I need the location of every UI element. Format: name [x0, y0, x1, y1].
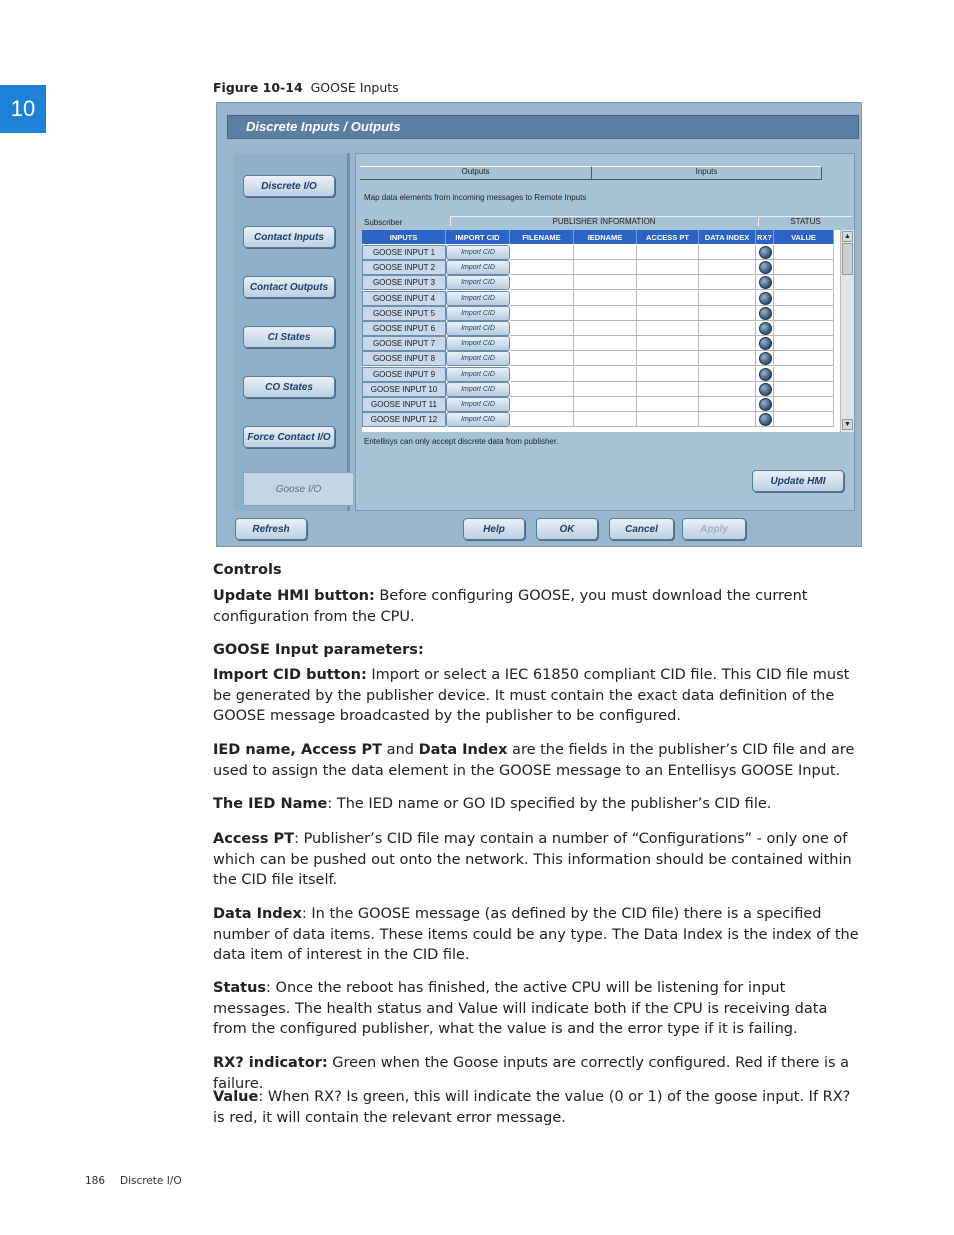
grid-cell[interactable] [510, 291, 574, 306]
goose-input-label: GOOSE INPUT 2 [362, 260, 446, 275]
contact-inputs-button[interactable]: Contact Inputs [243, 226, 335, 248]
goose-input-label: GOOSE INPUT 5 [362, 306, 446, 321]
goose-input-label: GOOSE INPUT 8 [362, 351, 446, 366]
col-rx: RX? [756, 230, 774, 244]
rx-indicator-icon [759, 368, 772, 381]
refresh-button[interactable]: Refresh [235, 518, 307, 540]
figure-number: Figure 10-14 [213, 80, 303, 95]
figure-caption [213, 80, 399, 95]
value-paragraph [213, 1087, 863, 1128]
ied-term-2: Data Index [418, 742, 508, 758]
import-cid-button[interactable]: Import CID [446, 412, 510, 427]
table-row [362, 397, 834, 412]
ied-desc: are the fields in the publisher’s CID file and are used to assign the data element in the GOOSE message to an Entellisys GOOSE Input. [213, 742, 855, 779]
inputs-panel [355, 153, 855, 511]
access-pt-term: Access PT [213, 831, 295, 847]
grid-cell[interactable] [637, 306, 699, 321]
grid-cell[interactable] [510, 321, 574, 336]
grid-cell[interactable] [774, 275, 834, 290]
import-cid-button[interactable]: Import CID [446, 351, 510, 366]
goose-inputs-screenshot [216, 102, 862, 547]
status-desc: : Once the reboot has finished, the active CPU will be listening for input messages. The health status and Value will indicate both if the CPU is receiving data from the configured publisher, what the value is and the error type if it is failing. [213, 980, 828, 1037]
import-cid-button[interactable]: Import CID [446, 245, 510, 260]
grid-cell[interactable] [699, 336, 756, 351]
grid-cell[interactable] [699, 275, 756, 290]
grid-cell[interactable] [699, 397, 756, 412]
grid-cell[interactable] [699, 367, 756, 382]
rx-term: RX? indicator: [213, 1055, 328, 1071]
grid-cell[interactable] [574, 412, 637, 427]
table-row [362, 382, 834, 397]
import-cid-paragraph [213, 665, 863, 727]
contact-outputs-button[interactable]: Contact Outputs [243, 276, 335, 298]
co-states-button[interactable]: CO States [243, 376, 335, 398]
ied-and: and [382, 742, 419, 758]
grid-cell[interactable] [699, 382, 756, 397]
grid-cell[interactable] [637, 351, 699, 366]
grid-cell[interactable] [574, 321, 637, 336]
table-row [362, 275, 834, 290]
grid-cell[interactable] [774, 397, 834, 412]
import-cid-desc: Import or select a IEC 61850 compliant CID file. This CID file must be generated by the publisher device. It must contain the exact data definition of the GOOSE message broadcasted by the publisher to be configured. [213, 667, 850, 724]
grid-cell[interactable] [574, 382, 637, 397]
update-hmi-paragraph [213, 586, 863, 627]
status-paragraph [213, 978, 863, 1040]
status-term: Status [213, 980, 267, 996]
grid-cell[interactable] [510, 382, 574, 397]
grid-cell[interactable] [699, 351, 756, 366]
rx-indicator-icon [759, 246, 772, 259]
table-row [362, 321, 834, 336]
grid-cell[interactable] [699, 306, 756, 321]
rx-cell [756, 351, 774, 366]
grid-cell[interactable] [574, 367, 637, 382]
table-row [362, 351, 834, 366]
goose-input-label: GOOSE INPUT 12 [362, 412, 446, 427]
status-label: STATUS [758, 216, 852, 226]
ok-button[interactable]: OK [536, 518, 598, 540]
goose-input-grid [362, 230, 851, 432]
col-iedname: IEDNAME [574, 230, 637, 244]
grid-cell[interactable] [637, 412, 699, 427]
access-pt-paragraph [213, 829, 863, 891]
rx-indicator-icon [759, 292, 772, 305]
rx-indicator-icon [759, 383, 772, 396]
tab-outputs[interactable]: Outputs [360, 166, 592, 180]
rx-cell [756, 245, 774, 260]
rx-indicator-icon [759, 322, 772, 335]
apply-button[interactable]: Apply [682, 518, 746, 540]
grid-cell[interactable] [510, 336, 574, 351]
hint-text: Map data elements from incoming messages to Remote Inputs [364, 193, 587, 202]
tab-strip [360, 166, 822, 180]
rx-indicator-icon [759, 261, 772, 274]
rx-indicator-icon [759, 307, 772, 320]
goose-input-label: GOOSE INPUT 11 [362, 397, 446, 412]
grid-cell[interactable] [637, 275, 699, 290]
grid-cell[interactable] [637, 321, 699, 336]
goose-params-heading: GOOSE Input parameters: [213, 642, 424, 658]
page-number: 186 [85, 1175, 106, 1187]
value-term: Value [213, 1089, 259, 1105]
grid-cell[interactable] [699, 412, 756, 427]
grid-cell[interactable] [637, 260, 699, 275]
rx-cell [756, 260, 774, 275]
controls-heading: Controls [213, 562, 282, 578]
rx-desc: Green when the Goose inputs are correctly configured. Red if there is a failure. [213, 1055, 850, 1092]
col-import-cid: IMPORT CID [446, 230, 510, 244]
col-data-index: DATA INDEX [699, 230, 756, 244]
grid-scrollbar[interactable] [840, 230, 854, 432]
data-index-desc: : In the GOOSE message (as defined by the CID file) there is a specified number of data items. These items could be any type. The Data Index is the index of the data item of interest in the CID file. [213, 906, 859, 963]
grid-cell[interactable] [774, 336, 834, 351]
cancel-button[interactable]: Cancel [609, 518, 674, 540]
grid-cell[interactable] [510, 245, 574, 260]
grid-cell[interactable] [574, 351, 637, 366]
grid-cell[interactable] [574, 260, 637, 275]
goose-input-label: GOOSE INPUT 6 [362, 321, 446, 336]
grid-cell[interactable] [510, 260, 574, 275]
table-row [362, 291, 834, 306]
update-hmi-term: Update HMI button: [213, 588, 375, 604]
grid-cell[interactable] [774, 351, 834, 366]
col-inputs: INPUTS [362, 230, 446, 244]
rx-cell [756, 412, 774, 427]
grid-cell[interactable] [774, 367, 834, 382]
grid-cell[interactable] [510, 397, 574, 412]
grid-cell[interactable] [637, 291, 699, 306]
tab-inputs[interactable]: Inputs [592, 166, 822, 180]
import-cid-button[interactable]: Import CID [446, 275, 510, 290]
rx-indicator-icon [759, 398, 772, 411]
grid-cell[interactable] [510, 275, 574, 290]
grid-cell[interactable] [774, 382, 834, 397]
import-cid-button[interactable]: Import CID [446, 306, 510, 321]
grid-cell[interactable] [699, 291, 756, 306]
scroll-down-icon[interactable]: ▼ [842, 419, 853, 430]
update-hmi-button[interactable]: Update HMI [752, 470, 844, 492]
goose-input-label: GOOSE INPUT 9 [362, 367, 446, 382]
rx-cell [756, 336, 774, 351]
grid-cell[interactable] [637, 397, 699, 412]
import-cid-button[interactable]: Import CID [446, 291, 510, 306]
rx-cell [756, 275, 774, 290]
col-filename: FILENAME [510, 230, 574, 244]
import-cid-button[interactable]: Import CID [446, 397, 510, 412]
figure-title: GOOSE Inputs [310, 80, 399, 95]
import-cid-button[interactable]: Import CID [446, 382, 510, 397]
grid-cell[interactable] [510, 412, 574, 427]
import-cid-button[interactable]: Import CID [446, 260, 510, 275]
col-access-pt: ACCESS PT [637, 230, 699, 244]
goose-io-tab[interactable]: Goose I/O [243, 472, 353, 506]
grid-cell[interactable] [637, 382, 699, 397]
rx-cell [756, 321, 774, 336]
goose-input-label: GOOSE INPUT 1 [362, 245, 446, 260]
subscriber-label: Subscriber [364, 218, 403, 227]
data-index-term: Data Index [213, 906, 302, 922]
rx-cell [756, 291, 774, 306]
nav-panel [233, 153, 350, 511]
grid-cell[interactable] [574, 397, 637, 412]
import-cid-button[interactable]: Import CID [446, 321, 510, 336]
force-contact-io-button[interactable]: Force Contact I/O [243, 426, 335, 448]
publisher-info-label: PUBLISHER INFORMATION [450, 216, 757, 226]
grid-cell[interactable] [774, 260, 834, 275]
goose-input-label: GOOSE INPUT 4 [362, 291, 446, 306]
rx-indicator-icon [759, 276, 772, 289]
grid-cell[interactable] [574, 275, 637, 290]
grid-cell[interactable] [699, 260, 756, 275]
import-cid-button[interactable]: Import CID [446, 367, 510, 382]
grid-cell[interactable] [574, 336, 637, 351]
import-cid-term: Import CID button: [213, 667, 367, 683]
scroll-thumb[interactable] [842, 243, 853, 275]
col-value: VALUE [774, 230, 834, 244]
grid-cell[interactable] [774, 306, 834, 321]
ied-name-desc: : The IED name or GO ID specified by the publisher’s CID file. [327, 796, 772, 812]
rx-cell [756, 367, 774, 382]
grid-cell[interactable] [510, 306, 574, 321]
rx-cell [756, 306, 774, 321]
goose-input-label: GOOSE INPUT 10 [362, 382, 446, 397]
grid-cell[interactable] [510, 351, 574, 366]
ci-states-button[interactable]: CI States [243, 326, 335, 348]
grid-cell[interactable] [574, 306, 637, 321]
table-row [362, 336, 834, 351]
rx-cell [756, 397, 774, 412]
value-desc: : When RX? Is green, this will indicate the value (0 or 1) of the goose input. If RX? is red, it will contain the relevant error message. [213, 1089, 851, 1126]
grid-cell[interactable] [510, 367, 574, 382]
ied-fields-paragraph [213, 740, 863, 781]
grid-cell[interactable] [699, 321, 756, 336]
table-row [362, 245, 834, 260]
data-index-paragraph [213, 904, 863, 966]
ied-name-term: The IED Name [213, 796, 328, 812]
rx-indicator-icon [759, 413, 772, 426]
grid-cell[interactable] [699, 245, 756, 260]
grid-cell[interactable] [774, 245, 834, 260]
publisher-note: Entellisys can only accept discrete data from publisher. [364, 437, 559, 446]
grid-cell[interactable] [574, 245, 637, 260]
grid-cell[interactable] [637, 245, 699, 260]
table-row [362, 306, 834, 321]
grid-cell[interactable] [574, 291, 637, 306]
footer-section: Discrete I/O [120, 1175, 182, 1187]
scroll-up-icon[interactable]: ▲ [842, 231, 853, 242]
goose-input-label: GOOSE INPUT 7 [362, 336, 446, 351]
discrete-io-button[interactable]: Discrete I/O [243, 175, 335, 197]
ied-term-1: IED name, Access PT [213, 742, 383, 758]
chapter-tab: 10 [0, 85, 46, 133]
ied-name-paragraph [213, 794, 863, 815]
table-row [362, 412, 834, 427]
import-cid-button[interactable]: Import CID [446, 336, 510, 351]
rx-indicator-icon [759, 352, 772, 365]
goose-input-label: GOOSE INPUT 3 [362, 275, 446, 290]
grid-cell[interactable] [637, 367, 699, 382]
access-pt-desc: : Publisher’s CID file may contain a number of “Configurations” - only one of which can be pushed out onto the network. This information should be contained within the CID file itself. [213, 831, 852, 888]
grid-cell[interactable] [774, 291, 834, 306]
table-row [362, 260, 834, 275]
grid-cell[interactable] [774, 321, 834, 336]
grid-cell[interactable] [774, 412, 834, 427]
rx-indicator-icon [759, 337, 772, 350]
grid-cell[interactable] [637, 336, 699, 351]
table-row [362, 367, 834, 382]
rx-cell [756, 382, 774, 397]
help-button[interactable]: Help [463, 518, 525, 540]
window-title: Discrete Inputs / Outputs [227, 115, 859, 139]
update-hmi-desc: Before configuring GOOSE, you must download the current configuration from the CPU. [213, 588, 808, 625]
